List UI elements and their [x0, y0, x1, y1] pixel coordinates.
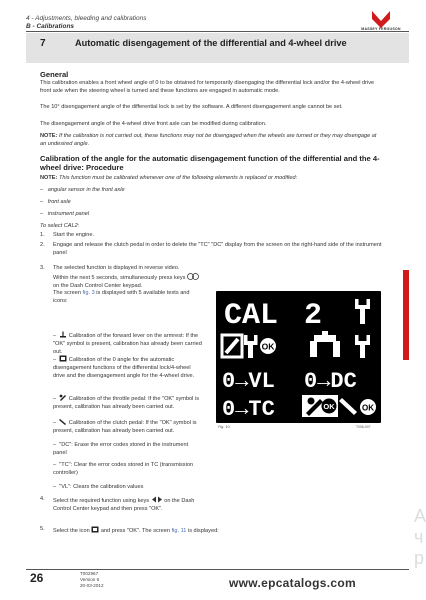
step-4-select: Select the required function using keys — [53, 498, 150, 504]
list-item: – "TC": Clear the error codes stored in TC (transmission controller) — [53, 462, 194, 476]
bullet-text: Calibration of the clutch pedal: If the "OK" symbol is present, calibration has already been carried out. — [53, 420, 197, 434]
doc-number: T002967 — [80, 571, 99, 576]
bullet-text: Calibration of the 0 angle for the automatic disengagement functions of the differential lock/4-wheel drive and the disengagement angle for the 4-wheel drive. — [53, 357, 195, 379]
ok-text: OK — [362, 403, 374, 413]
throttle-pedal-icon — [59, 394, 67, 401]
chapter-title: Automatic disengagement of the differential and 4-wheel drive — [75, 38, 347, 48]
step-3-reverse-video: The selected function is displayed in reverse video. — [53, 265, 180, 271]
calibration-note-label: NOTE: — [40, 175, 58, 181]
step-3-keypad: on the Dash Control Center keypad. — [53, 282, 143, 289]
figure-caption: Fig. 10 — [218, 425, 230, 429]
bullet-text: "DC": Erase the error codes stored in the instrument panel — [53, 442, 189, 456]
header-subsection: B - Calibrations — [26, 23, 75, 30]
list-item-text: front axle — [47, 199, 71, 205]
step-3-screen-label: The screen — [53, 290, 81, 297]
bullet-text: "TC": Clear the error codes stored in TC (transmission controller) — [53, 462, 194, 476]
faint-letter: A — [414, 506, 426, 526]
forward-lever-icon — [59, 331, 67, 338]
bullet-text: "VL": Clears the calibration values — [59, 484, 144, 490]
general-heading: General — [40, 70, 69, 79]
calibration-heading: Calibration of the angle for the automatic disengagement function of the differential and the 4-wheel drive: Procedure — [40, 154, 380, 172]
step-3-text — [53, 265, 203, 306]
figure-code: T006-007 — [356, 425, 371, 429]
calibration-note — [40, 175, 382, 183]
step-3-available: is displayed with 5 available texts and icons: — [53, 290, 190, 305]
step-4-keypad: on the Dash Control Center keypad and then press "OK". — [53, 498, 195, 512]
tc-option: 0→TC — [222, 397, 275, 422]
list-item: – "VL": Clears the calibration values — [53, 484, 144, 490]
wrench-icon — [244, 335, 258, 358]
general-note-text: If the calibration is not carried out, these functions may not be disengaged when the wheels are turned or they may disengage at an undesired angle. — [40, 133, 377, 147]
general-note — [40, 133, 382, 149]
fig-3-link[interactable]: fig. 3 — [82, 290, 95, 297]
vl-option: 0→VL — [222, 369, 275, 394]
cal-number: 2 — [304, 299, 323, 333]
logo-wordmark: MASSEY FERGUSON — [361, 27, 401, 31]
page-number: 26 — [30, 571, 44, 585]
ok-text: OK — [261, 341, 275, 352]
select-cal2-label: To select CAL2: — [40, 223, 80, 229]
step-3-within-5s: Within the next 5 seconds, simultaneously press keys — [53, 274, 186, 281]
step-4-text — [53, 496, 203, 514]
header-section: 4 - Adjustments, bleeding and calibrations — [26, 15, 147, 22]
footer-rule — [26, 569, 409, 570]
list-item: – front axle — [40, 199, 71, 205]
chapter-number: 7 — [40, 38, 46, 49]
ok-text: OK — [323, 402, 335, 411]
list-item: – Calibration of the throttle pedal: If the "OK" symbol is present, calibration has already been carried out. — [53, 396, 200, 410]
general-paragraph-3: The disengagement angle of the 4-wheel drive front axle can be modified during calibration. — [40, 121, 267, 127]
display-screen — [216, 291, 381, 423]
list-item: – Calibration of the clutch pedal: If the "OK" symbol is present, calibration has already been carried out. — [53, 420, 197, 434]
step-1: Start the engine. — [53, 232, 95, 238]
step-5-text — [53, 526, 382, 536]
cal-label: CAL — [224, 299, 279, 333]
list-item: – "DC": Erase the error codes stored in the instrument panel — [53, 442, 189, 456]
step-number: 2. — [40, 242, 45, 248]
calibration-note-text: This function must be calibrated whenever one of the following elements is replaced or modified: — [58, 175, 298, 181]
dash-display-figure — [216, 291, 381, 423]
step-2: Engage and release the clutch pedal in order to delete the "TC" "DC" display from the screen on the right-hand side of the instrument panel — [53, 242, 382, 256]
ok-badge — [360, 399, 376, 415]
general-note-label: NOTE: — [40, 133, 58, 139]
doc-version: Version 6 — [80, 577, 100, 583]
arrow-keys-icon — [151, 496, 163, 503]
website-watermark: www.epcatalogs.com — [229, 576, 356, 590]
fig-11-link[interactable]: fig. 11 — [171, 528, 187, 534]
general-paragraph-2: The 10° disengagement angle of the differential lock is set by the software. A different disengagement angle cannot be set. — [40, 104, 343, 110]
forward-lever-icon — [222, 335, 242, 357]
ok-badge — [260, 338, 276, 354]
header-rule — [26, 31, 409, 32]
wrench-icon — [355, 299, 370, 324]
section-sidebar-marker — [403, 270, 409, 360]
steering-sensor-icon — [91, 526, 99, 533]
faint-letter: ч — [414, 527, 424, 547]
bullet-text: Calibration of the throttle pedal: If the "OK" symbol is present, calibration has already been carried out. — [53, 396, 200, 410]
dc-option: 0→DC — [304, 369, 357, 394]
step-number: 4. — [40, 496, 45, 502]
doc-date: 20-03-2012 — [80, 583, 104, 589]
step-number: 5. — [40, 526, 45, 532]
bullet-text: Calibration of the forward lever on the armrest: If the "OK" symbol is present, calibration has already been carried out. — [53, 333, 202, 355]
list-item: – angular sensor in the front axle — [40, 187, 125, 193]
list-item: – Calibration of the forward lever on the armrest: If the "OK" symbol is present, calibration has already been carried out. — [53, 333, 202, 355]
list-item-text: angular sensor in the front axle — [47, 187, 125, 193]
double-key-icon — [187, 273, 199, 280]
list-item: – instrument panel — [40, 211, 90, 217]
clutch-pedal-icon — [59, 418, 67, 425]
steering-axle-icon — [310, 331, 340, 357]
step-number: 3. — [40, 265, 45, 271]
faint-letter: p — [414, 548, 425, 568]
clutch-pedal-icon — [339, 398, 357, 415]
step-5-displayed: is displayed: — [187, 528, 219, 534]
list-item-text: instrument panel — [47, 211, 90, 217]
wrench-icon — [355, 335, 370, 358]
step-5-select: Select the icon — [53, 528, 90, 534]
general-paragraph-1: This calibration enables a front wheel angle of 0 to be obtained for temporarily disengaging the differential lock and/or the 4-wheel drive front axle when the steering wheel is turned and these functions are engaged in automatic mode. — [40, 80, 375, 94]
step-number: 1. — [40, 232, 45, 238]
steering-sensor-icon — [59, 355, 67, 362]
ok-badge — [322, 399, 337, 414]
footer-doc-info — [80, 571, 104, 590]
list-item: – Calibration of the 0 angle for the automatic disengagement functions of the differential lock/4-wheel drive and the disengagement angle for the 4-wheel drive. — [53, 357, 195, 379]
step-5-press-ok: and press "OK". The screen — [100, 528, 170, 534]
